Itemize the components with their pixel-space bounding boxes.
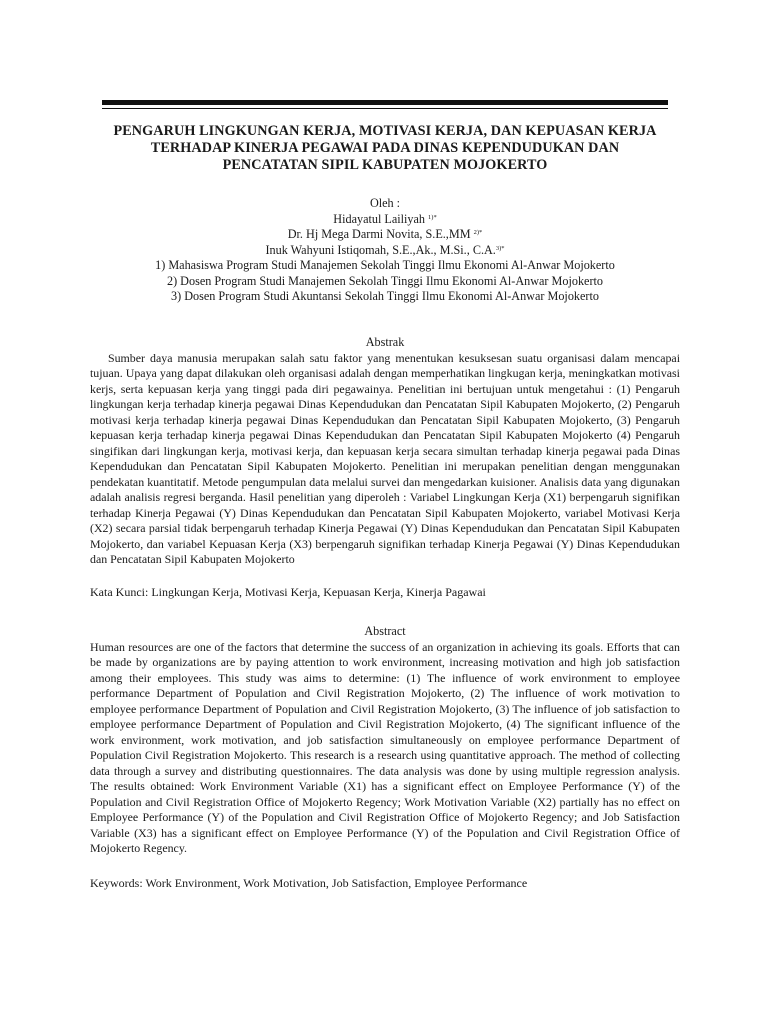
author-block bbox=[90, 196, 680, 305]
abstract-body: Human resources are one of the factors that determine the success of an organization in achieving its goals. Efforts that can be made by organizations are by paying attention to work environment, increasing motivation and high job satisfaction among their employees. This study was aims to determine: (1) The influence of work environment to employee performance Department of Population and Civil Registration Mojokerto, (2) The influence of work motivation to employee performance Department of Population and Civil Registration Mojokerto, (3) The influence of job satisfaction to employee performance Department of Population and Civil Registration Mojokerto, (4) The significant influence of the work environment, work motivation, and job satisfaction simultaneously on employee performance Department of Population Civil Registration Mojokerto. This research is a research using quantitative approach. The method of collecting data through a survey and distributing questionnaires. The data analysis was done by using multiple regression analysis. The results obtained: Work Environment Variable (X1) has a significant effect on Employee Performance (Y) of the Population and Civil Registration Office of Mojokerto Regency; Work Motivation Variable (X2) partially has no effect on Employee Performance (Y) of the Population and Civil Registration Office of Mojokerto Regency; and Job Satisfaction Variable (X3) has a significant effect on Employee Performance (Y) of the Population and Civil Registration Office of Mojokerto Regency. bbox=[90, 639, 680, 855]
author-1-name: Hidayatul Lailiyah bbox=[333, 211, 429, 226]
author-1-mark: 1)* bbox=[428, 213, 437, 221]
title-line-3: PENCATATAN SIPIL KABUPATEN MOJOKERTO bbox=[222, 157, 548, 173]
author-2-mark: 2)* bbox=[473, 229, 483, 236]
by-label: Oleh : bbox=[369, 196, 401, 210]
abstrak-body: Sumber daya manusia merupakan salah satu faktor yang menentukan kesuksesan suatu organisasi dalam mencapai tujuan. Upaya yang dapat dilakukan oleh organisasi adalah dengan memperhatikan lingkugan kerja, meningkatkan motivasi kerjs, serta kepuasan kerja yang tinggi pada diri pegawainya. Penelitian ini bertujuan untuk mengetahui : (1) Pengaruh lingkungan kerja terhadap kinerja pegawai Dinas Kependudukan dan Pencatatan Sipil Kabupaten Mojokerto, (2) Pengaruh motivasi kerja terhadap kinerja pegawai Dinas Kependudukan dan Pencatatan Sipil Kabupaten Mojokerto, (3) Pengaruh kepuasan kerja terhadap kinerja pegawai Dinas Kependudukan dan Pencatatan Sipil Kabupaten Mojokerto (4) Pengaruh singifikan dari lingkungan kerja, motivasi kerja, dan kepuasan kerja secara simultan terhadap kinerja pegawai pada Dinas Kependudukan dan Pencatatan Sipil Kabupaten Mojokerto. Penelitian ini merupakan penelitian dengan menggunakan pendekatan kuantitatif. Metode pengumpulan data melalui survei dan mengedarkan kuisioner. Analisis data yang digunakan adalah analisis regresi berganda. Hasil penelitian yang diperoleh : Variabel Lingkungan Kerja (X1) berpengaruh signifikan terhadap Kinerja Pegawai (Y) Dinas Kependudukan dan Pencatatan Sipil Kabupaten Mojokerto, variabel Motivasi Kerja (X2) secara parsial tidak berpengaruh terhadap Kinerja Pegawai (Y) Dinas Kependudukan dan Pencatatan Sipil Kabupaten Mojokerto, dan variabel Kepuasan Kerja (X3) berpengaruh signifikan terhadap Kinerja Pegawai (Y) Dinas Kependudukan dan Pencatatan Sipil Kabupaten Mojokerto bbox=[90, 350, 680, 566]
header-rule-thick bbox=[102, 100, 668, 105]
affiliation-2: 2) Dosen Program Studi Manajemen Sekolah Tinggi Ilmu Ekonomi Al-Anwar Mojokerto bbox=[166, 273, 603, 288]
keywords: Keywords: Work Environment, Work Motivation, Job Satisfaction, Employee Performance bbox=[90, 875, 528, 890]
header-rule-thin bbox=[102, 108, 668, 109]
author-3 bbox=[90, 243, 680, 259]
affiliation-1: 1) Mahasiswa Program Studi Manajemen Sekolah Tinggi Ilmu Ekonomi Al-Anwar Mojokerto bbox=[155, 258, 615, 272]
abstrak-heading: Abstrak bbox=[365, 334, 405, 349]
affiliation-3: 3) Dosen Program Studi Akuntansi Sekolah Tinggi Ilmu Ekonomi Al-Anwar Mojokerto bbox=[171, 289, 599, 303]
author-3-mark: 3)* bbox=[495, 244, 505, 252]
paper-page bbox=[90, 100, 680, 891]
title-line-2: TERHADAP KINERJA PEGAWAI PADA DINAS KEPENDUDUKAN DAN bbox=[150, 140, 620, 156]
author-2 bbox=[90, 227, 680, 243]
paper-title bbox=[90, 123, 680, 174]
abstract-heading: Abstract bbox=[364, 623, 406, 638]
kata-kunci: Kata Kunci: Lingkungan Kerja, Motivasi Kerja, Kepuasan Kerja, Kinerja Pagawai bbox=[90, 584, 486, 599]
author-2-name: Dr. Hj Mega Darmi Novita, S.E.,MM bbox=[287, 227, 474, 241]
author-3-name: Inuk Wahyuni Istiqomah, S.E.,Ak., M.Si., C.A. bbox=[265, 242, 496, 257]
title-line-1: PENGARUH LINGKUNGAN KERJA, MOTIVASI KERJA, DAN KEPUASAN KERJA bbox=[113, 123, 657, 139]
author-1 bbox=[90, 212, 680, 228]
